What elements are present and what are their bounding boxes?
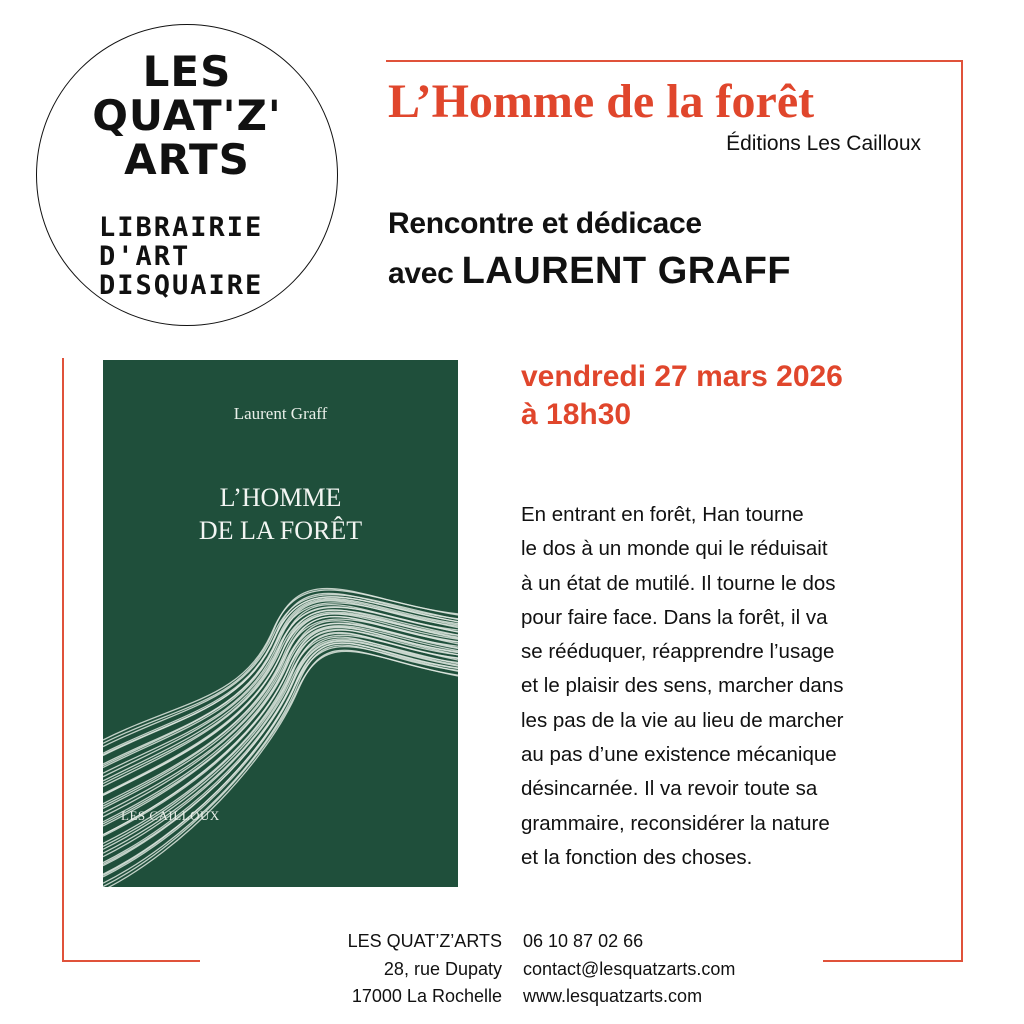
frame-line-left: [62, 358, 64, 962]
cover-wave-line: [103, 645, 458, 883]
description-line: désincarnée. Il va revoir toute sa: [521, 777, 818, 801]
footer-address: [348, 928, 502, 1011]
logo-sub-disquaire: DISQUAIRE: [99, 270, 264, 301]
description-line: et le plaisir des sens, marcher dans: [521, 674, 844, 698]
footer-store-name: LES QUAT’Z’ARTS: [347, 931, 502, 951]
event-author-name: LAURENT GRAFF: [461, 250, 792, 292]
book-title: L’Homme de la forêt: [388, 75, 815, 128]
logo-sub-dart: D'ART: [99, 241, 191, 272]
event-date: [521, 358, 843, 434]
description-line: les pas de la vie au lieu de marcher: [521, 708, 844, 732]
cover-title-line1: L’HOMME: [219, 483, 342, 512]
description-line: grammaire, reconsidérer la nature: [521, 811, 830, 835]
frame-line-bottom-left: [62, 960, 200, 962]
logo-line-arts: ARTS: [124, 135, 250, 184]
cover-title-line2: DE LA FORÊT: [198, 516, 363, 545]
bookstore-logo: [36, 24, 338, 326]
footer-email: contact@lesquatzarts.com: [523, 958, 736, 979]
logo-line-les: LES: [142, 47, 232, 96]
frame-line-bottom-right: [823, 960, 963, 962]
description-line: et la fonction des choses.: [521, 845, 753, 869]
footer-street: 28, rue Dupaty: [383, 958, 502, 979]
cover-title: [103, 481, 458, 547]
footer-website: www.lesquatzarts.com: [523, 986, 703, 1006]
frame-line-right: [961, 60, 963, 962]
publisher-name: Éditions Les Cailloux: [726, 132, 921, 155]
event-date-time: à 18h30: [521, 398, 632, 431]
cover-author: Laurent Graff: [233, 404, 328, 423]
cover-wave-line: [103, 647, 458, 876]
book-description: [521, 498, 921, 875]
footer-city: 17000 La Rochelle: [351, 986, 502, 1006]
description-line: à un état de mutilé. Il tourne le dos: [521, 571, 836, 595]
footer-contact: [523, 928, 735, 1011]
event-author-prefix: avec: [388, 257, 454, 290]
logo-line-quatz: QUAT'Z': [92, 91, 282, 140]
event-date-day: vendredi 27 mars 2026: [521, 360, 843, 393]
description-line: au pas d’une existence mécanique: [521, 743, 837, 767]
event-type: Rencontre et dédicace: [388, 207, 702, 240]
description-line: le dos à un monde qui le réduisait: [521, 537, 828, 561]
description-line: pour faire face. Dans la forêt, il va: [521, 605, 828, 629]
event-author-line: [388, 250, 791, 293]
book-cover: [103, 360, 458, 887]
footer-phone: 06 10 87 02 66: [523, 931, 644, 951]
description-line: se rééduquer, réapprendre l’usage: [521, 640, 835, 664]
description-line: En entrant en forêt, Han tourne: [521, 503, 804, 526]
frame-line-top: [386, 60, 963, 62]
logo-sub-librairie: LIBRAIRIE: [99, 212, 264, 243]
cover-wave-line: [103, 593, 458, 754]
cover-publisher: LES CAILLOUX: [121, 808, 220, 823]
